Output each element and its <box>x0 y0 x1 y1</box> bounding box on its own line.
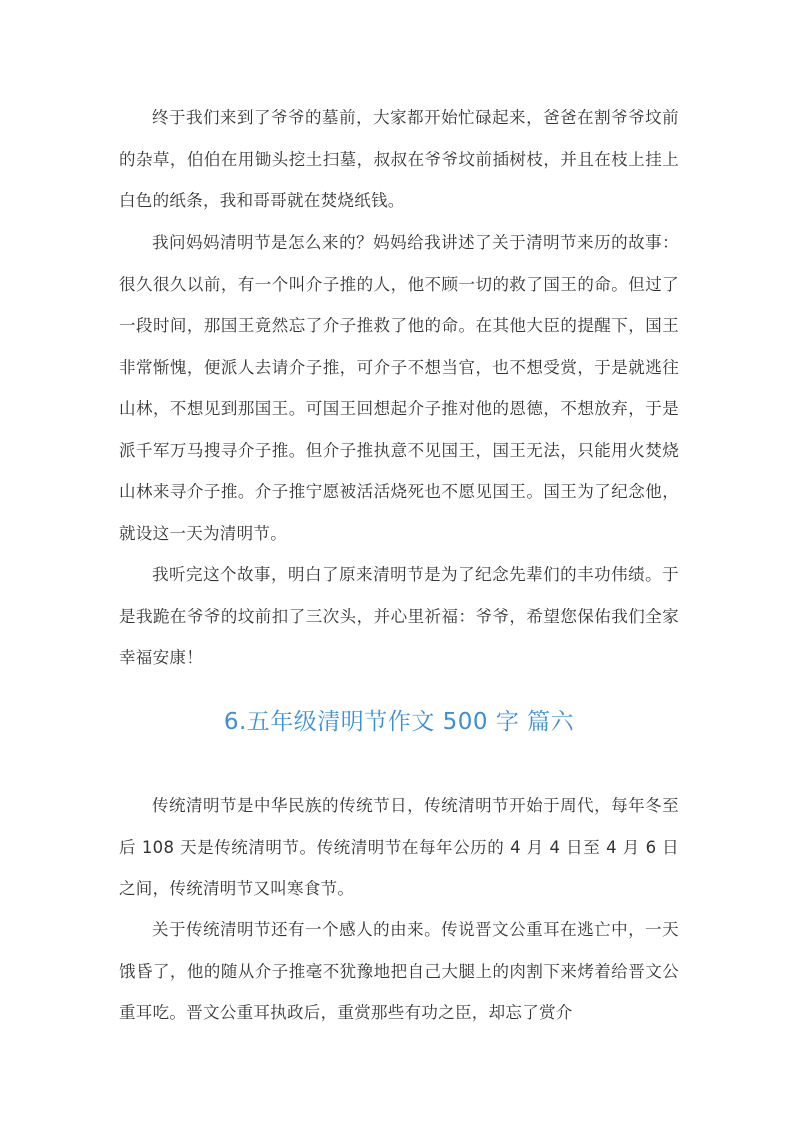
body-paragraph: 我听完这个故事，明白了原来清明节是为了纪念先辈们的丰功伟绩。于是我跪在爷爷的坟前扣了三次头，并心里祈福：爷爷，希望您保佑我们全家幸福安康！ <box>119 565 679 667</box>
body-paragraph: 关于传统清明节还有一个感人的由来。传说晋文公重耳在逃亡中，一天饿昏了，他的随从介子推毫不犹豫地把自己大腿上的肉割下来烤着给晋文公重耳吃。晋文公重耳执政后，重赏那些有功之臣，却忘了赏介 <box>119 920 679 1022</box>
section-heading: 6.五年级清明节作文 500 字 篇六 <box>223 709 575 735</box>
body-paragraph: 终于我们来到了爷爷的墓前，大家都开始忙碌起来，爸爸在割爷爷坟前的杂草，伯伯在用锄头挖土扫墓，叔叔在爷爷坟前插树枝，并且在枝上挂上白色的纸条，我和哥哥就在焚烧纸钱。 <box>119 108 679 210</box>
body-paragraph: 我问妈妈清明节是怎么来的？妈妈给我讲述了关于清明节来历的故事：很久很久以前，有一个叫介子推的人，他不顾一切的救了国王的命。但过了一段时间，那国王竟然忘了介子推救了他的命。在其他大臣的提醒下，国王非常惭愧，便派人去请介子推，可介子不想当官，也不想受赏，于是就逃往山林，不想见到那国王。可国王回想起介子推对他的恩德，不想放弃，于是派千军万马搜寻介子推。但介子推执意不见国王，国王无法，只能用火焚烧山林来寻介子推。介子推宁愿被活活烧死也不愿见国王。国王为了纪念他，就设这一天为清明节。 <box>119 233 679 543</box>
body-paragraph: 传统清明节是中华民族的传统节日，传统清明节开始于周代，每年冬至后 108 天是传统清明节。传统清明节在每年公历的 4 月 4 日至 4 月 6 日之间，传统清明节又叫寒食节。 <box>119 796 679 898</box>
